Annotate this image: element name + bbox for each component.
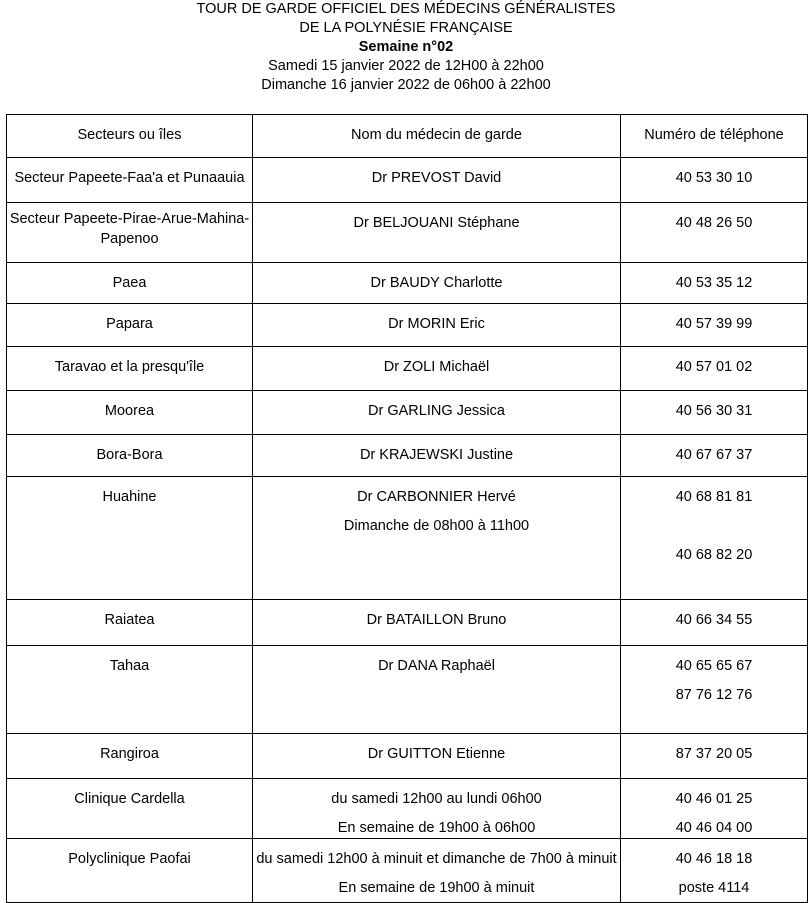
- phone-cell-line: 40 46 18 18: [675, 851, 753, 867]
- sector-cell: [7, 263, 253, 303]
- phone-cell: [621, 646, 808, 733]
- phone-cell-line: poste 4114: [678, 880, 750, 896]
- header-sunday: Dimanche 16 janvier 2022 de 06h00 à 22h00: [261, 77, 551, 93]
- phone-cell: [621, 600, 808, 645]
- doctor-cell: [253, 203, 621, 262]
- sector-cell: [7, 646, 253, 733]
- table-row: [7, 263, 808, 304]
- sector-cell: [7, 477, 253, 599]
- doctor-cell-line: Dr PREVOST David: [371, 170, 502, 186]
- phone-cell: [621, 779, 808, 838]
- sector-cell-line: Raiatea: [104, 612, 155, 628]
- phone-cell-line: 40 66 34 55: [675, 612, 753, 628]
- phone-cell: [621, 304, 808, 346]
- table-row: [7, 839, 808, 903]
- column-header-sector: Secteurs ou îles: [7, 115, 253, 157]
- doctor-cell-line: Dr CARBONNIER Hervé: [357, 489, 516, 505]
- table-row: [7, 779, 808, 839]
- sector-cell: [7, 203, 253, 262]
- phone-cell-line: 40 68 82 20: [675, 547, 753, 563]
- document-header: [0, 0, 812, 95]
- doctor-cell: [253, 600, 621, 645]
- sector-cell-line: Secteur Papeete-Pirae-Arue-Mahina-: [9, 211, 250, 227]
- phone-cell-line: 40 67 67 37: [675, 447, 753, 463]
- doctor-cell: [253, 304, 621, 346]
- header-week: Semaine n°02: [358, 39, 454, 55]
- sector-cell: [7, 600, 253, 645]
- phone-cell: [621, 477, 808, 599]
- phone-cell: [621, 263, 808, 303]
- phone-cell-line: 40 53 30 10: [675, 170, 753, 186]
- sector-cell: [7, 734, 253, 778]
- sector-cell: [7, 779, 253, 838]
- doctor-cell: [253, 347, 621, 390]
- doctor-cell: [253, 263, 621, 303]
- sector-cell: [7, 158, 253, 202]
- sector-cell-line: Bora-Bora: [96, 447, 163, 463]
- phone-cell: [621, 435, 808, 476]
- phone-cell-line: 40 46 04 00: [675, 820, 753, 836]
- doctor-cell-line: Dr BELJOUANI Stéphane: [353, 215, 520, 231]
- sector-cell-line: Papenoo: [100, 231, 159, 247]
- column-header-doctor: Nom du médecin de garde: [253, 115, 621, 157]
- doctor-cell-line: En semaine de 19h00 à minuit: [338, 880, 535, 896]
- doctor-cell-line: Dr DANA Raphaël: [378, 658, 495, 674]
- table-row: [7, 203, 808, 263]
- table-row: [7, 600, 808, 646]
- sector-cell: [7, 304, 253, 346]
- doctor-cell: [253, 779, 621, 838]
- phone-cell-line: 87 37 20 05: [675, 746, 753, 762]
- phone-cell: [621, 158, 808, 202]
- sector-cell-line: Rangiroa: [100, 746, 159, 762]
- table-row: [7, 477, 808, 600]
- table-row: [7, 734, 808, 779]
- table-row: [7, 646, 808, 734]
- doctor-cell: [253, 839, 621, 902]
- sector-cell-line: Paea: [112, 275, 147, 291]
- sector-cell-line: Moorea: [104, 403, 155, 419]
- doctor-cell: [253, 477, 621, 599]
- sector-cell-line: Papara: [106, 316, 153, 332]
- doctor-cell-line: En semaine de 19h00 à 06h00: [337, 820, 536, 836]
- sector-cell-line: Clinique Cardella: [74, 791, 185, 807]
- phone-cell: [621, 347, 808, 390]
- doctor-cell-line: du samedi 12h00 à minuit et dimanche de 7h00 à minuit: [256, 851, 617, 867]
- table-row: [7, 158, 808, 203]
- phone-cell-line: 40 68 81 81: [675, 489, 753, 505]
- doctor-cell-line: Dr MORIN Eric: [388, 316, 485, 332]
- sector-cell: [7, 839, 253, 902]
- doctor-cell-line: Dr ZOLI Michaël: [383, 359, 490, 375]
- table-row: [7, 435, 808, 477]
- header-subtitle: DE LA POLYNÉSIE FRANÇAISE: [299, 20, 513, 36]
- duty-table: [6, 114, 808, 903]
- sector-cell-line: Huahine: [102, 489, 157, 505]
- phone-cell: [621, 391, 808, 434]
- header-title: TOUR DE GARDE OFFICIEL DES MÉDECINS GÉNÉRALISTES: [196, 1, 616, 17]
- doctor-cell: [253, 734, 621, 778]
- doctor-cell: [253, 391, 621, 434]
- phone-cell-line: [621, 512, 807, 541]
- phone-cell: [621, 734, 808, 778]
- sector-cell: [7, 391, 253, 434]
- phone-cell-line: 40 46 01 25: [675, 791, 753, 807]
- sector-cell-line: Tahaa: [109, 658, 150, 674]
- sector-cell: [7, 347, 253, 390]
- table-header-row: [7, 115, 808, 158]
- header-saturday: Samedi 15 janvier 2022 de 12H00 à 22h00: [268, 58, 544, 74]
- phone-cell-line: 40 56 30 31: [675, 403, 753, 419]
- table-row: [7, 304, 808, 347]
- sector-cell-line: Polyclinique Paofai: [68, 851, 191, 867]
- doctor-cell-line: du samedi 12h00 au lundi 06h00: [331, 791, 542, 807]
- table-row: [7, 391, 808, 435]
- sector-cell: [7, 435, 253, 476]
- phone-cell-line: 40 57 39 99: [675, 316, 753, 332]
- doctor-cell-line: Dr BATAILLON Bruno: [366, 612, 507, 628]
- doctor-cell: [253, 158, 621, 202]
- doctor-cell: [253, 435, 621, 476]
- sector-cell-line: Taravao et la presqu'île: [54, 359, 205, 375]
- doctor-cell-line: Dr GARLING Jessica: [368, 403, 505, 419]
- sector-cell-line: Secteur Papeete-Faa'a et Punaauia: [14, 170, 245, 186]
- phone-cell-line: 40 48 26 50: [675, 215, 753, 231]
- phone-cell: [621, 839, 808, 902]
- table-row: [7, 347, 808, 391]
- doctor-cell-line: Dr GUITTON Etienne: [367, 746, 506, 762]
- doctor-cell-line: Dr KRAJEWSKI Justine: [359, 447, 514, 463]
- phone-cell: [621, 203, 808, 262]
- doctor-cell-line: Dr BAUDY Charlotte: [370, 275, 503, 291]
- phone-cell-line: 87 76 12 76: [675, 687, 753, 703]
- phone-cell-line: 40 57 01 02: [675, 359, 753, 375]
- doctor-cell: [253, 646, 621, 733]
- doctor-cell-line: Dimanche de 08h00 à 11h00: [343, 518, 530, 534]
- phone-cell-line: 40 53 35 12: [675, 275, 753, 291]
- phone-cell-line: 40 65 65 67: [675, 658, 753, 674]
- column-header-phone: Numéro de téléphone: [621, 115, 808, 157]
